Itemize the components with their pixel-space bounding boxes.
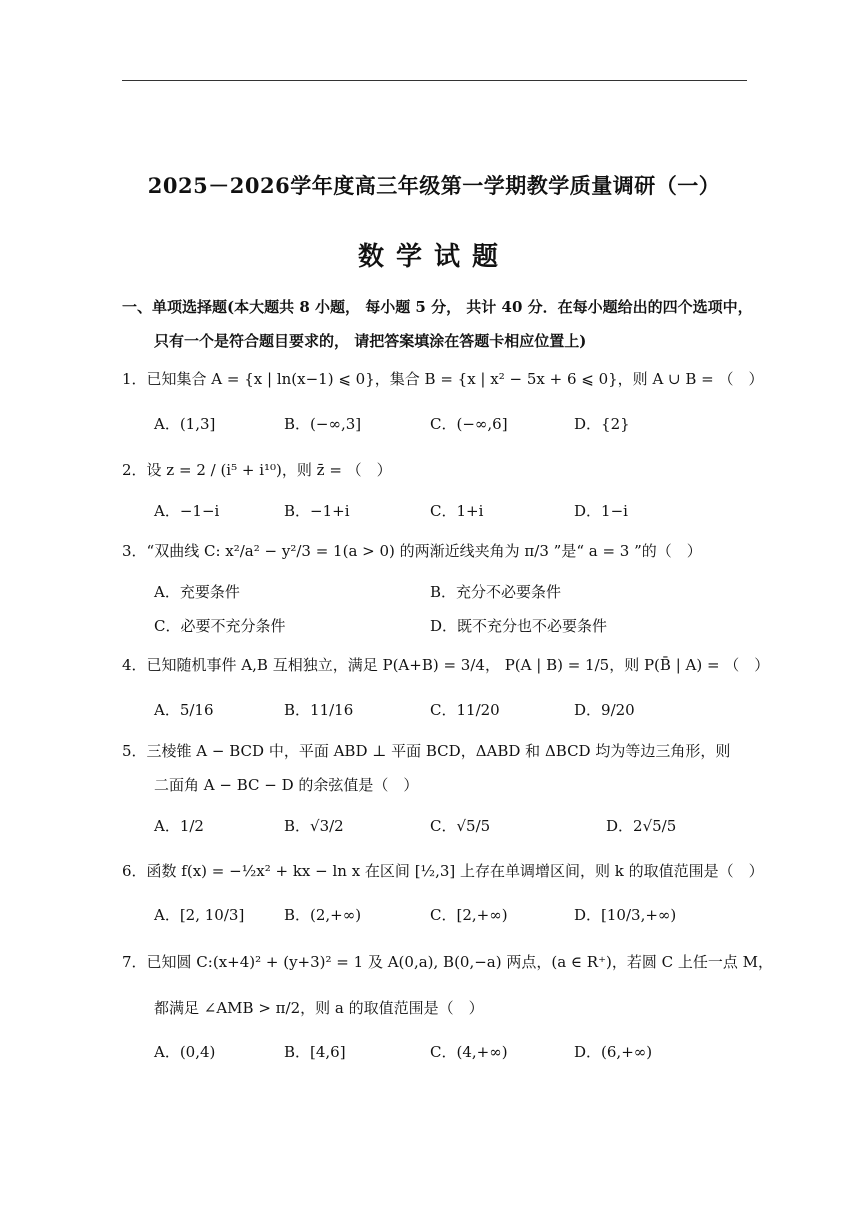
question-5-stem-line1: 5．三棱锥 A − BCD 中，平面 ABD ⊥ 平面 BCD，ΔABD 和 ΔBCD 均为等边三角形，则 [122,742,731,760]
question-6-option-a[interactable]: A．[2, 10/3] [154,906,245,924]
question-7-option-a[interactable]: A．(0,4) [154,1043,216,1061]
question-3-option-b[interactable]: B．充分不必要条件 [430,583,562,601]
question-5-option-b[interactable]: B．√3/2 [284,817,344,835]
question-5-option-c[interactable]: C．√5/5 [430,817,491,835]
question-3-stem: 3．“双曲线 C: x²/a² − y²/3 = 1(a > 0) 的两渐近线夹角为 π/3 ”是“ a = 3 ”的（ ） [122,542,702,560]
question-3-option-d[interactable]: D．既不充分也不必要条件 [430,617,608,635]
question-4-option-c[interactable]: C．11/20 [430,701,500,719]
question-4-stem: 4．已知随机事件 A,B 互相独立，满足 P(A+B) = 3/4， P(A | B) = 1/5，则 P(B̄ | A) = （ ） [122,656,770,674]
question-7-option-d[interactable]: D．(6,+∞) [574,1043,653,1061]
question-1-option-c[interactable]: C．(−∞,6] [430,415,508,433]
question-3-option-c[interactable]: C．必要不充分条件 [154,617,286,635]
question-1-option-b[interactable]: B．(−∞,3] [284,415,362,433]
section-heading-line1: 一、单项选择题(本大题共 8 小题， 每小题 5 分， 共计 40 分．在每小题给出的四个选项中， [122,298,753,316]
question-2-option-b[interactable]: B．−1+i [284,502,350,520]
question-6-option-c[interactable]: C．[2,+∞) [430,906,508,924]
question-7-stem-line2: 都满足 ∠AMB > π/2，则 a 的取值范围是（ ） [154,999,484,1017]
question-6-option-d[interactable]: D．[10/3,+∞) [574,906,677,924]
question-3-option-a[interactable]: A．充要条件 [154,583,240,601]
question-4-option-b[interactable]: B．11/16 [284,701,354,719]
question-1-option-d[interactable]: D．{2} [574,415,630,433]
question-6-stem: 6．函数 f(x) = −½x² + kx − ln x 在区间 [½,3] 上存在单调增区间，则 k 的取值范围是（ ） [122,862,764,880]
question-4-option-a[interactable]: A．5/16 [154,701,214,719]
question-4-option-d[interactable]: D．9/20 [574,701,635,719]
header-rule [122,80,747,81]
question-1-stem: 1．已知集合 A = {x | ln(x−1) ⩽ 0}，集合 B = {x | x² − 5x + 6 ⩽ 0}，则 A ∪ B = （ ） [122,370,764,388]
question-2-option-d[interactable]: D．1−i [574,502,628,520]
section-heading-line2: 只有一个是符合题目要求的， 请把答案填涂在答题卡相应位置上) [154,332,587,350]
question-2-option-a[interactable]: A．−1−i [154,502,220,520]
question-7-option-c[interactable]: C．(4,+∞) [430,1043,508,1061]
question-5-option-a[interactable]: A．1/2 [154,817,204,835]
question-7-option-b[interactable]: B．[4,6] [284,1043,346,1061]
question-5-option-d[interactable]: D．2√5/5 [606,817,677,835]
exam-title: 2025－2026学年度高三年级第一学期教学质量调研（一） [147,173,721,198]
question-2-stem: 2．设 z = 2 / (i⁵ + i¹⁰)，则 z̄ = （ ） [122,461,392,479]
exam-subtitle: 数学试题 [357,242,510,272]
question-6-option-b[interactable]: B．(2,+∞) [284,906,362,924]
question-1-option-a[interactable]: A．(1,3] [154,415,216,433]
question-7-stem-line1: 7．已知圆 C:(x+4)² + (y+3)² = 1 及 A(0,a), B(0,−a) 两点，(a ∈ R⁺)，若圆 C 上任一点 M， [122,953,774,971]
question-2-option-c[interactable]: C．1+i [430,502,484,520]
question-5-stem-line2: 二面角 A − BC − D 的余弦值是（ ） [154,776,419,794]
